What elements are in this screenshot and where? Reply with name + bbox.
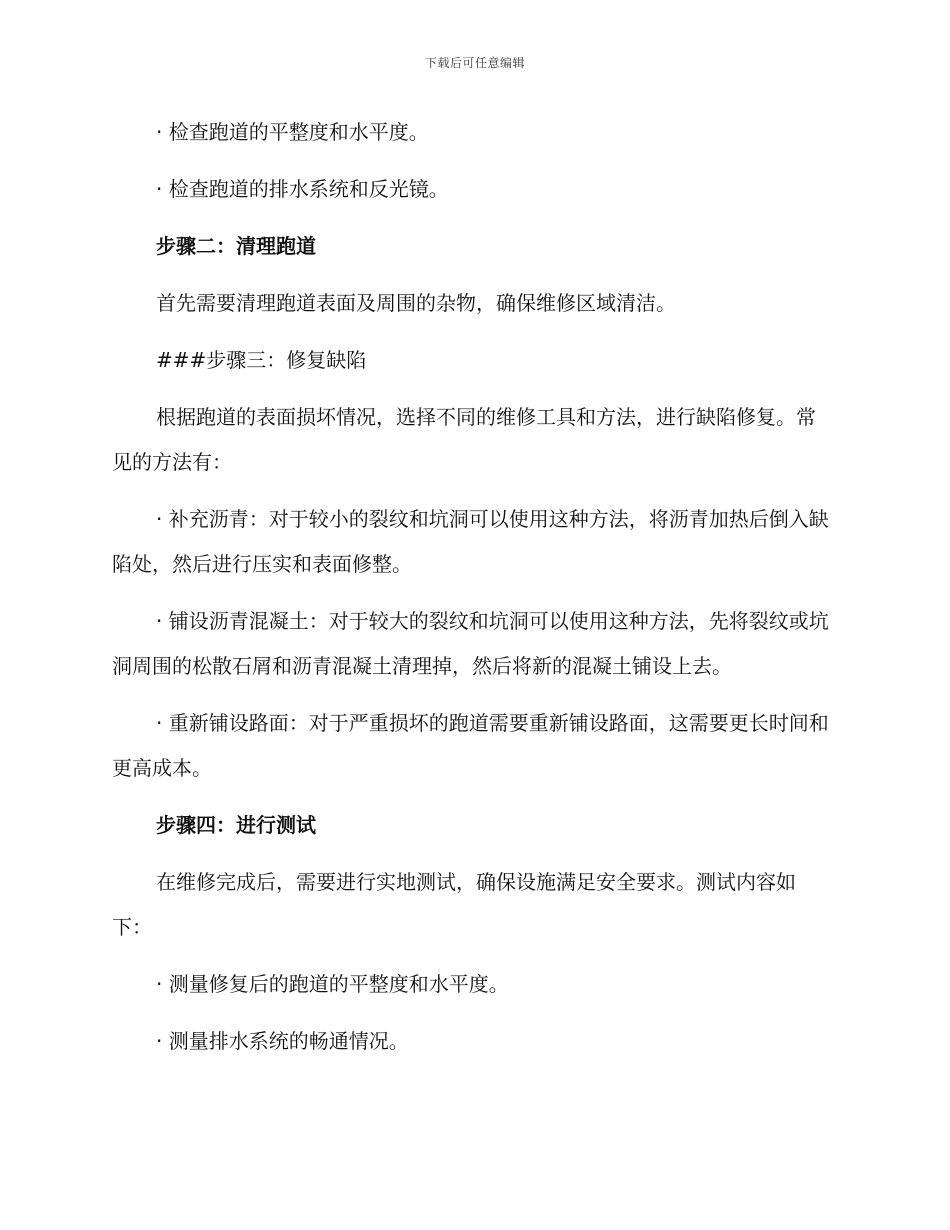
bullet-asphalt-concrete: · 铺设沥青混凝土：对于较大的裂纹和坑洞可以使用这种方法，先将裂纹或坑洞周围的松散石屑和沥青混凝土清理掉，然后将新的混凝土铺设上去。	[112, 609, 829, 678]
document-body	[112, 110, 832, 1076]
paragraph-repair-methods: 根据跑道的表面损坏情况，选择不同的维修工具和方法，进行缺陷修复。常见的方法有：	[112, 405, 816, 474]
bullet-check-drainage: · 检查跑道的排水系统和反光镜。	[156, 177, 449, 201]
heading-step-two: 步骤二：清理跑道	[156, 234, 316, 258]
bullet-asphalt-fill: · 补充沥青：对于较小的裂纹和坑洞可以使用这种方法，将沥青加热后倒入缺陷处，然后进行压实和表面修整。	[112, 507, 829, 576]
bullet-measure-drainage: · 测量排水系统的畅通情况。	[156, 1029, 409, 1053]
page-header: 下载后可任意编辑	[424, 56, 525, 70]
heading-step-four: 步骤四：进行测试	[156, 813, 316, 837]
bullet-check-flatness: · 检查跑道的平整度和水平度。	[156, 120, 429, 144]
bullet-resurface: · 重新铺设路面：对于严重损坏的跑道需要重新铺设路面，这需要更长时间和更高成本。	[112, 711, 829, 780]
paragraph-clean-runway: 首先需要清理跑道表面及周围的杂物，确保维修区域清洁。	[156, 291, 676, 315]
paragraph-testing: 在维修完成后，需要进行实地测试，确保设施满足安全要求。测试内容如下：	[112, 870, 796, 939]
heading-step-three: ###步骤三：修复缺陷	[156, 348, 367, 372]
bullet-measure-flatness: · 测量修复后的跑道的平整度和水平度。	[156, 972, 509, 996]
